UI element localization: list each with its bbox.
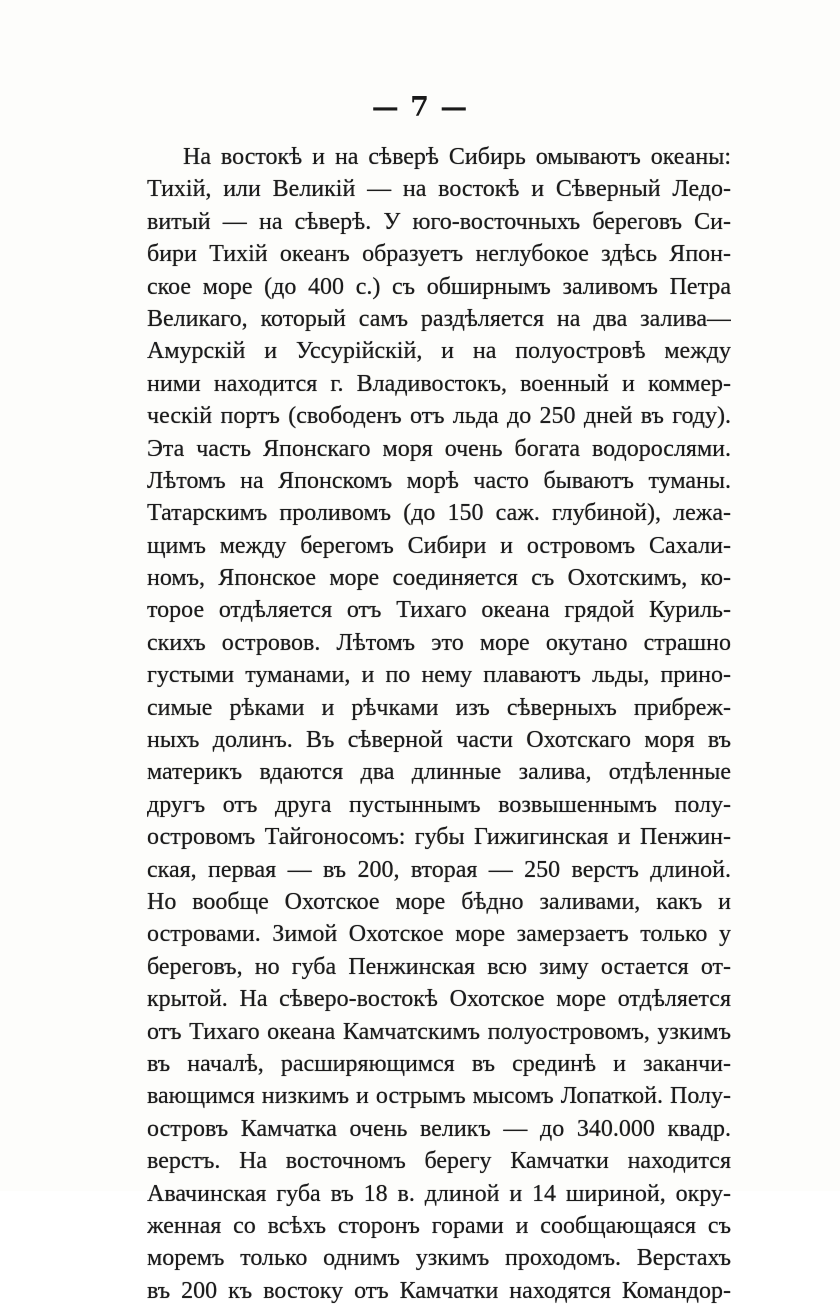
- body-text: [147, 141, 731, 1307]
- text-line: крытой. На сѣверо-востокѣ Охотское море отдѣляется: [147, 986, 731, 1013]
- text-line: щимъ между берегомъ Сибири и островомъ Сахали-: [147, 532, 731, 559]
- text-line: Татарскимъ проливомъ (до 150 саж. глубиной), лежа-: [147, 500, 731, 527]
- text-line: женная со всѣхъ сторонъ горами и сообщающаяся съ: [147, 1212, 731, 1239]
- text-line: ныхъ долинъ. Въ сѣверной части Охотскаго моря въ: [147, 727, 731, 754]
- text-line: Но вообще Охотское море бѣдно заливами, какъ и: [147, 888, 731, 915]
- text-line: Авачинская губа въ 18 в. длиной и 14 шириной, окру-: [147, 1180, 731, 1207]
- text-line: симые рѣками и рѣчками изъ сѣверныхъ прибреж-: [147, 694, 731, 721]
- text-line: Амурскій и Уссурійскій, и на полуостровѣ между: [147, 338, 731, 365]
- text-line: ними находится г. Владивостокъ, военный и коммер-: [147, 370, 731, 397]
- text-line: другъ отъ друга пустыннымъ возвышеннымъ полу-: [147, 791, 731, 818]
- text-line: Лѣтомъ на Японскомъ морѣ часто бываютъ туманы.: [147, 467, 731, 494]
- text-line: островами. Зимой Охотское море замерзаетъ только у: [147, 921, 731, 948]
- text-line: ческій портъ (свободенъ отъ льда до 250 дней въ году).: [147, 403, 731, 430]
- text-line: На востокѣ и на сѣверѣ Сибирь омываютъ океаны:: [183, 144, 731, 170]
- text-line: ское море (до 400 с.) съ обширнымъ заливомъ Петра: [147, 273, 731, 300]
- text-line: въ началѣ, расширяющимся въ срединѣ и заканчи-: [147, 1050, 731, 1077]
- text-line: витый — на сѣверѣ. У юго-восточныхъ береговъ Си-: [147, 208, 731, 235]
- text-line: моремъ только однимъ узкимъ проходомъ. Верстахъ: [147, 1245, 731, 1272]
- text-line: скихъ островов. Лѣтомъ это море окутано страшно: [147, 629, 731, 656]
- text-line: въ 200 къ востоку отъ Камчатки находятся Командор-: [147, 1277, 731, 1304]
- text-line: бири Тихій океанъ образуетъ неглубокое здѣсь Япон-: [147, 241, 731, 268]
- text-line: Эта часть Японскаго моря очень богата водорослями.: [147, 435, 731, 462]
- text-line: островъ Камчатка очень великъ — до 340.000 квадр.: [147, 1115, 731, 1142]
- text-line: вающимся низкимъ и острымъ мысомъ Лопаткой. Полу-: [147, 1083, 731, 1110]
- text-line: отъ Тихаго океана Камчатскимъ полуостровомъ, узкимъ: [147, 1018, 731, 1045]
- text-line: густыми туманами, и по нему плаваютъ льды, прино-: [147, 662, 731, 689]
- text-line: торое отдѣляется отъ Тихаго океана грядой Куриль-: [147, 597, 731, 624]
- text-line: материкъ вдаются два длинные залива, отдѣленные: [147, 759, 731, 786]
- text-line: островомъ Тайгоносомъ: губы Гижигинская и Пенжин-: [147, 824, 731, 851]
- text-line: береговъ, но губа Пенжинская всю зиму остается от-: [147, 953, 731, 980]
- text-line: ская, первая — въ 200, вторая — 250 верстъ длиной.: [147, 856, 731, 883]
- text-line: Великаго, который самъ раздѣляется на два залива—: [147, 305, 731, 332]
- page-number: — 7 —: [371, 92, 469, 123]
- text-line: верстъ. На восточномъ берегу Камчатки находится: [147, 1148, 731, 1175]
- text-line: Тихій, или Великій — на востокѣ и Сѣверный Ледо-: [147, 176, 731, 203]
- text-line: номъ, Японское море соединяется съ Охотскимъ, ко-: [147, 565, 731, 592]
